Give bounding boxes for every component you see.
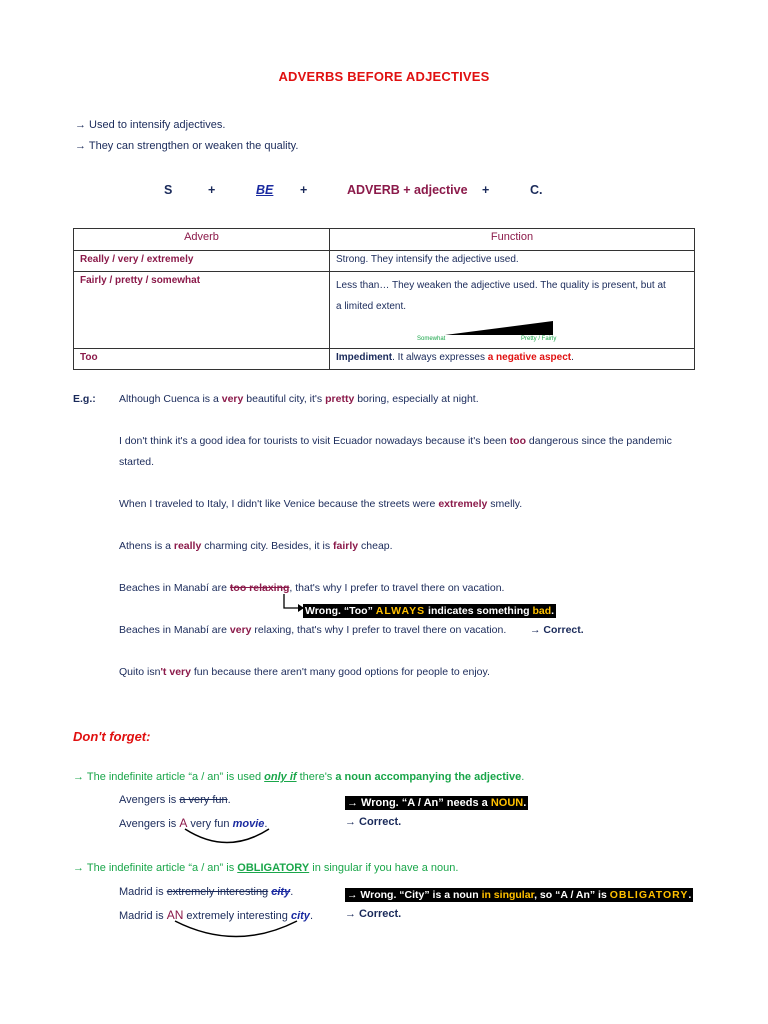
formula-plus: + bbox=[300, 183, 308, 197]
example-sentence: Quito isn't very fun because there aren't many good options for people to enjoy. bbox=[119, 666, 490, 678]
obligatory-highlight: OBLIGATORY bbox=[609, 889, 689, 901]
table-row bbox=[74, 349, 695, 370]
noun-strikethrough: city bbox=[271, 886, 291, 898]
example-sentence: When I traveled to Italy, I didn't like Venice because the streets were extremely smelly. bbox=[119, 498, 523, 510]
function-text: . bbox=[571, 352, 574, 363]
formula-subject: S bbox=[164, 183, 173, 197]
adverb-strikethrough: too relaxing bbox=[229, 582, 290, 594]
function-cell bbox=[330, 349, 695, 370]
example-wrong: Avengers is a very fun. bbox=[119, 794, 231, 806]
table-row bbox=[74, 251, 695, 272]
rule-obligatory: → The indefinite article “a / an” is OBLIGATORY in singular if you have a noun. bbox=[73, 862, 459, 874]
only-if-highlight: only if bbox=[264, 771, 297, 783]
noun-accompanying-highlight: a noun accompanying the adjective bbox=[335, 771, 522, 783]
formula-plus: + bbox=[482, 183, 490, 197]
singular-highlight: in singular bbox=[481, 889, 535, 901]
wrong-note-box: Wrong. “Too” ALWAYS indicates something bad. bbox=[305, 605, 555, 617]
wrong-note: → Wrong. “A / An” needs a NOUN. bbox=[347, 797, 527, 809]
table-row bbox=[74, 272, 695, 349]
examples-label: E.g.: bbox=[73, 393, 96, 405]
function-text: Less than… They weaken the adjective used. The quality is present, but at bbox=[336, 280, 666, 291]
example-wrong: Madrid is extremely interesting city. bbox=[119, 886, 294, 898]
adverb-highlight: extremely bbox=[438, 498, 488, 510]
correct-label: → Correct. bbox=[345, 816, 402, 828]
function-text: a limited extent. bbox=[336, 301, 407, 312]
function-text: . It always expresses bbox=[392, 352, 488, 363]
rule-only-if: → The indefinite article “a / an” is used only if there's a noun accompanying the adjective. bbox=[73, 771, 525, 783]
link-arc-icon bbox=[182, 826, 272, 848]
dont-forget-heading: Don't forget: bbox=[73, 729, 151, 744]
adverb-cell: Fairly / pretty / somewhat bbox=[74, 272, 330, 349]
adverb-cell: Really / very / extremely bbox=[74, 251, 330, 272]
negative-aspect: a negative aspect bbox=[487, 352, 572, 363]
article-highlight: AN bbox=[166, 908, 184, 922]
pointer-arrow-icon bbox=[281, 594, 305, 614]
wrong-note bbox=[303, 601, 556, 619]
example-sentence: Although Cuenca is a very beautiful city, it's pretty boring, especially at night. bbox=[119, 393, 479, 405]
formula-be: BE bbox=[256, 183, 274, 197]
formula-plus: + bbox=[208, 183, 216, 197]
noun-highlight: city bbox=[290, 910, 310, 922]
table-header-adverb: Adverb bbox=[74, 229, 330, 251]
wrong-note: → Wrong. “City” is a noun in singular, so “A / An” is OBLIGATORY. bbox=[347, 889, 692, 901]
function-cell: Strong. They intensify the adjective used. bbox=[330, 251, 695, 272]
adverb-highlight: fairly bbox=[333, 540, 359, 552]
page-title: ADVERBS BEFORE ADJECTIVES bbox=[278, 69, 490, 84]
correct-label: → Correct. bbox=[530, 624, 584, 636]
adverb-highlight: very bbox=[221, 393, 244, 405]
link-arc-icon bbox=[172, 918, 300, 942]
example-sentence-wrong: Beaches in Manabí are too relaxing, that's why I prefer to travel there on vacation. bbox=[119, 582, 505, 594]
correct-label: → Correct. bbox=[345, 908, 402, 920]
obligatory-highlight: OBLIGATORY bbox=[237, 862, 310, 874]
bullet-strengthen: → They can strengthen or weaken the quality. bbox=[75, 140, 299, 152]
adverb-table bbox=[73, 228, 695, 370]
strikethrough-text: a very fun bbox=[179, 794, 228, 806]
adverb-highlight: too bbox=[509, 435, 526, 447]
table-header-function: Function bbox=[330, 229, 695, 251]
always-highlight: ALWAYS bbox=[375, 605, 426, 617]
adverb-highlight: very bbox=[229, 624, 252, 636]
function-bold: Impediment bbox=[336, 352, 393, 363]
intensity-wedge-icon bbox=[445, 319, 555, 335]
adverb-cell: Too bbox=[74, 349, 330, 370]
article-highlight: A bbox=[179, 816, 188, 830]
example-sentence-continued: started. bbox=[119, 456, 155, 468]
example-sentence-correct: Beaches in Manabí are very relaxing, that's why I prefer to travel there on vacation. bbox=[119, 624, 507, 636]
bad-highlight: bad bbox=[532, 605, 552, 617]
adverb-highlight: pretty bbox=[325, 393, 355, 405]
strikethrough-text: extremely interesting bbox=[166, 886, 269, 898]
formula-adverb-adjective: ADVERB + adjective bbox=[347, 183, 468, 197]
example-sentence: I don't think it's a good idea for tourists to visit Ecuador nowadays because it's been too dangerous since the pandemic bbox=[119, 435, 672, 447]
noun-highlight: NOUN bbox=[490, 797, 524, 809]
adverb-highlight: really bbox=[173, 540, 202, 552]
function-cell bbox=[330, 272, 695, 349]
scale-label-pretty-fairly: Pretty / Fairly bbox=[521, 336, 557, 342]
noun-highlight: movie bbox=[232, 818, 265, 830]
scale-label-somewhat: Somewhat bbox=[417, 336, 446, 342]
adverb-highlight: 't very bbox=[160, 666, 191, 678]
example-sentence: Athens is a really charming city. Besides, it is fairly cheap. bbox=[119, 540, 393, 552]
formula-complement: C. bbox=[530, 183, 543, 197]
bullet-intensify: → Used to intensify adjectives. bbox=[75, 119, 226, 131]
example-correct: Avengers is A very fun movie. bbox=[119, 816, 268, 830]
example-correct: Madrid is AN extremely interesting city. bbox=[119, 908, 313, 922]
